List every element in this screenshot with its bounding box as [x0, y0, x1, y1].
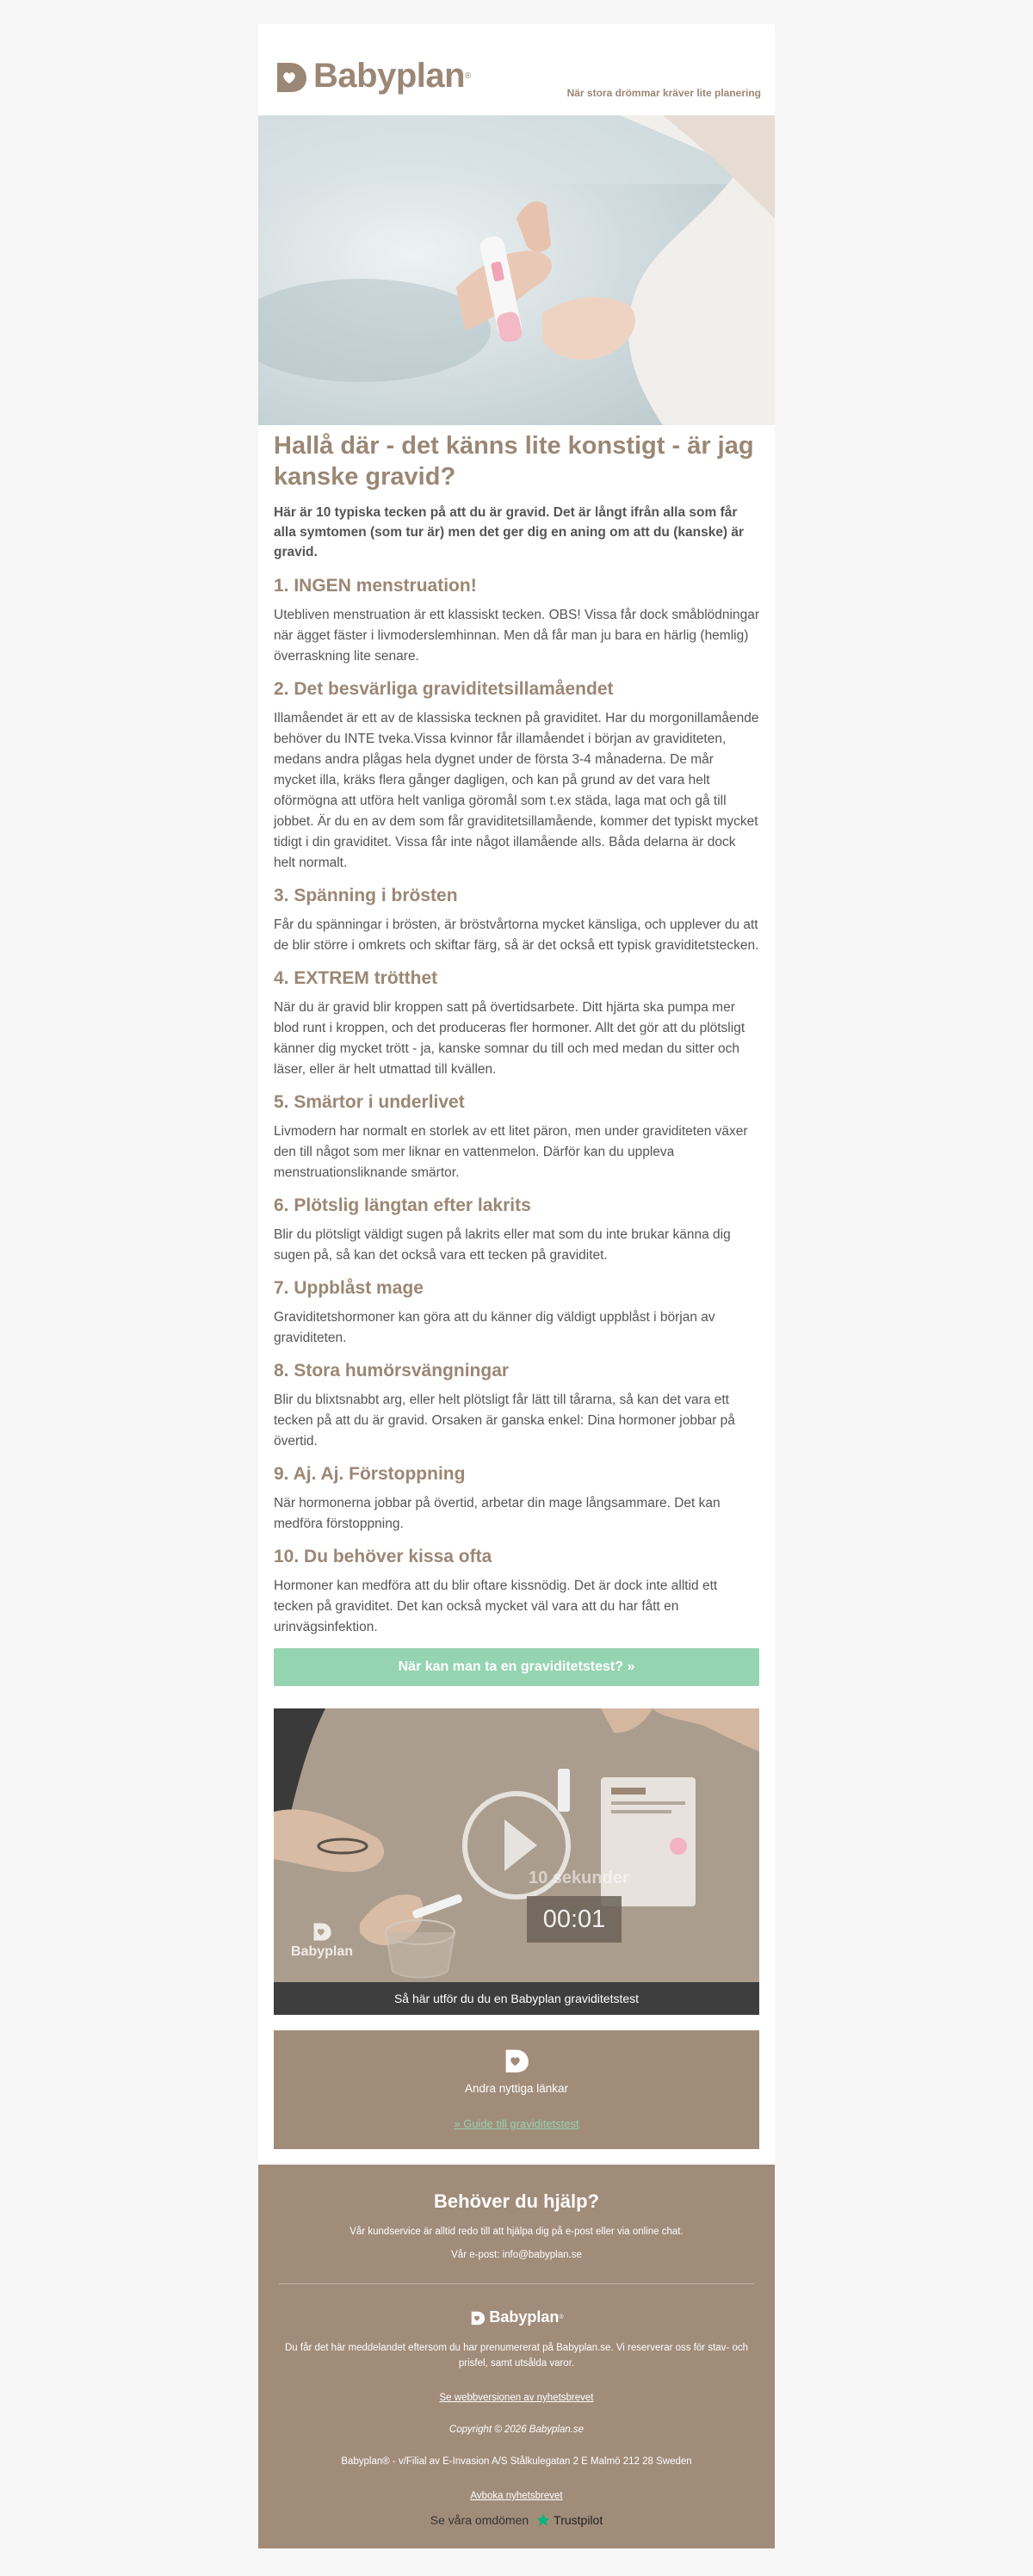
useful-links-title: Andra nyttiga länkar	[464, 2082, 569, 2095]
web-version-link[interactable]: Se webbversionen av nyhetsbrevet	[439, 2393, 594, 2403]
footer-divider	[279, 2283, 754, 2284]
sign-body: Får du spänningar i brösten, är bröstvårtorna mycket känsliga, och upplever du att de blir större i omkrets och skiftar färg, så är det också ett typisk graviditetstecken.	[274, 917, 759, 953]
sign-heading: 5. Smärtor i underlivet	[274, 1092, 465, 1112]
email-header	[258, 24, 775, 115]
email-contact[interactable]: Vår e-post: info@babyplan.se	[451, 2250, 582, 2260]
trustpilot-logo[interactable]	[535, 2512, 603, 2528]
video-overlay-text: 10 sekunder	[529, 1869, 629, 1887]
sign-body: Graviditetshormoner kan göra att du känner dig väldigt uppblåst i början av graviditeten.	[274, 1310, 715, 1345]
pregnancy-test-cta-button[interactable]: När kan man ta en graviditetstest? »	[274, 1648, 759, 1686]
video-thumbnail[interactable]	[274, 1708, 759, 1982]
heart-logo-icon	[502, 2046, 531, 2079]
sign-section-4	[274, 967, 759, 1080]
sign-body: När du är gravid blir kroppen satt på övertidsarbete. Ditt hjärta ska pumpa mer blod runt i kroppen, och det produceras fler hormoner. Allt det gör att du plötsligt känner dig mycket trött - ja, kanske somnar du till och med medan du sitter och läser, eller är helt utmattad till kvällen.	[274, 1000, 745, 1077]
sign-heading: 9. Aj. Aj. Förstoppning	[274, 1464, 466, 1484]
company-address: Babyplan® - v/Filial av E-Invasion A/S Stålkulegatan 2 E Malmö 212 28 Sweden	[341, 2456, 692, 2467]
video-caption: Så här utför du du en Babyplan graviditetstest	[274, 1982, 759, 2015]
video-watermark	[291, 1920, 353, 1960]
sign-section-1	[274, 574, 759, 667]
article-title: Hallå där - det känns lite konstigt - är jag kanske gravid?	[274, 432, 754, 491]
sign-section-3	[274, 884, 759, 956]
sign-body: Livmodern har normalt en storlek av ett litet päron, men under graviditeten växer den till något som mer liknar en vattenmelon. Därför kan du uppleva menstruationsliknande smärtor.	[274, 1124, 748, 1180]
sign-section-9	[274, 1462, 759, 1535]
registered-mark: ®	[465, 71, 472, 81]
sign-heading: 4. EXTREM trötthet	[274, 968, 438, 988]
sign-section-8	[274, 1359, 759, 1452]
footer-brand-name: Babyplan	[489, 2308, 560, 2326]
sign-heading: 2. Det besvärliga graviditetsillamåendet	[274, 679, 614, 699]
unsubscribe-link[interactable]: Avboka nyhetsbrevet	[470, 2491, 563, 2501]
reviews-row[interactable]	[279, 2512, 754, 2528]
trustpilot-text: Trustpilot	[554, 2513, 603, 2527]
sign-heading: 3. Spänning i brösten	[274, 886, 458, 905]
sign-heading: 8. Stora humörsvängningar	[274, 1361, 510, 1381]
trustpilot-star-icon	[535, 2512, 551, 2528]
sign-heading: 7. Uppblåst mage	[274, 1278, 424, 1298]
brand-name: Babyplan	[313, 57, 466, 95]
article-content	[258, 425, 775, 2149]
article-intro: Här är 10 typiska tecken på att du är gravid. Det är långt ifrån alla som får alla symtomen (som tur är) men det ger dig en aning om att du (kanske) är gravid.	[274, 505, 745, 559]
help-text: Vår kundservice är alltid redo till att hjälpa dig på e-post eller via online chat.	[349, 2227, 684, 2237]
footer-registered-mark: ®	[559, 2314, 564, 2320]
sign-heading: 10. Du behöver kissa ofta	[274, 1547, 492, 1566]
sign-section-7	[274, 1276, 759, 1349]
sign-heading: 1. INGEN menstruation!	[274, 576, 477, 596]
subscription-notice: Du får det här meddelandet eftersom du har prenumererat på Babyplan.se. Vi reserverar oss för stav- och prisfel, samt utsålda varor.	[284, 2343, 748, 2369]
video-watermark-text: Babyplan	[291, 1944, 354, 1959]
sign-section-5	[274, 1090, 759, 1183]
heart-logo-icon	[272, 58, 310, 96]
guide-link[interactable]: » Guide till graviditetstest	[454, 2117, 579, 2130]
heart-logo-icon	[311, 1920, 333, 1943]
sign-heading: 6. Plötslig längtan efter lakrits	[274, 1195, 531, 1215]
email-footer	[258, 2165, 775, 2548]
tagline: När stora drömmar kräver lite planering	[566, 87, 761, 99]
help-title: Behöver du hjälp?	[434, 2190, 599, 2212]
copyright: Copyright © 2026 Babyplan.se	[448, 2425, 585, 2435]
babyplan-logo[interactable]	[272, 57, 471, 96]
sign-section-10	[274, 1545, 759, 1638]
sign-body: Blir du blixtsnabbt arg, eller helt plötsligt får lätt till tårarna, så kan det vara ett tecken på att du är gravid. Orsaken är ganska enkel: Dina hormoner jobbar på övertid.	[274, 1393, 735, 1449]
sign-section-2	[274, 677, 759, 874]
useful-links-box	[274, 2030, 759, 2149]
sign-body: Blir du plötsligt väldigt sugen på lakrits eller mat som du inte brukar känna dig sugen på, så kan det också vara ett tecken på graviditet.	[274, 1227, 731, 1263]
heart-logo-icon	[469, 2309, 486, 2326]
footer-logo[interactable]	[279, 2308, 754, 2326]
sign-body: Illamåendet är ett av de klassiska tecknen på graviditet. Har du morgonillamående behöver du INTE tveka.Vissa kvinnor får illamåendet i början av graviditeten, medans andra plågas hela dygnet under de första 3-4 månaderna. De mår mycket illa, kräks flera gånger dagligen, och kan på grund av det vara helt oförmögna att utföra helt vanliga göromål som t.ex städa, laga mat och gå till jobbet. Är du en av dem som får graviditetsillamående, kommer det typiskt mycket tidigt i din graviditet. Vissa får inte något illamående alls. Båda delarna är dock helt normalt.	[274, 711, 759, 870]
video-timer: 00:01	[527, 1896, 622, 1943]
sign-body: Hormoner kan medföra att du blir oftare kissnödig. Det är dock inte alltid ett tecken på graviditet. Det kan också mycket väl vara att du har fått en urinvägsinfektion.	[274, 1578, 718, 1634]
sign-body: När hormonerna jobbar på övertid, arbetar din mage långsammare. Det kan medföra förstoppning.	[274, 1496, 721, 1531]
sign-body: Utebliven menstruation är ett klassiskt tecken. OBS! Vissa får dock småblödningar när ägget fäster i livmoderslemhinnan. Men då får man ju bara en härlig (hemlig) överraskning lite senare.	[274, 608, 760, 664]
sign-section-6	[274, 1194, 759, 1266]
hero-image[interactable]	[258, 115, 775, 425]
email-container	[258, 24, 775, 2548]
reviews-text: Se våra omdömen	[430, 2513, 529, 2527]
